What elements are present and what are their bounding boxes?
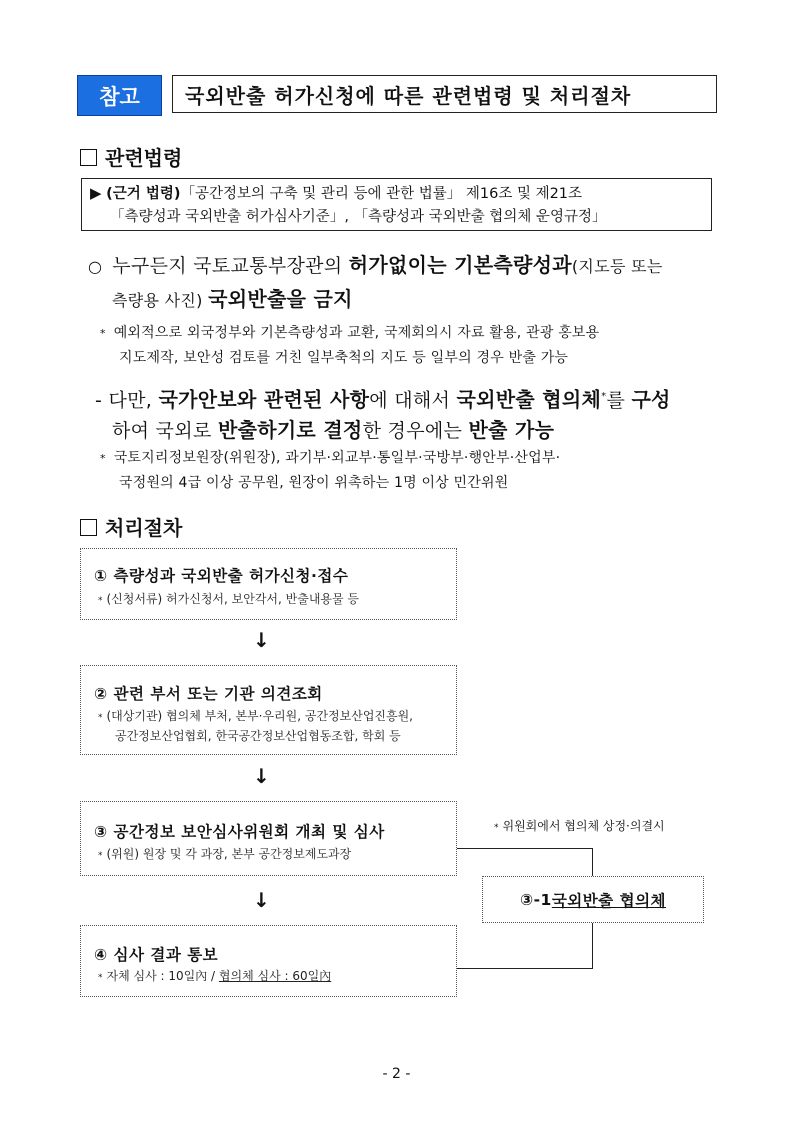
main-bullet-text-d: 측량용 사진)	[112, 291, 209, 310]
main-bullet	[88, 248, 728, 284]
step-2-note	[98, 706, 413, 728]
legal-basis-box	[81, 178, 712, 231]
legal-basis-line-1	[90, 182, 705, 206]
step-3-1-box	[482, 876, 704, 923]
law-section-heading	[80, 142, 182, 171]
step-4-title: ④ 심사 결과 통보	[94, 946, 219, 964]
main-bullet-text-a: 누구든지 국토교통부장관의	[112, 255, 349, 277]
asterisk-icon: *	[98, 851, 103, 861]
step-2-box	[80, 665, 457, 755]
step-3-title: ③ 공간정보 보안심사위원회 개최 및 심사	[94, 823, 385, 841]
triangle-bullet-icon: ▶	[90, 184, 102, 202]
step-1-note-text: (신청서류) 허가신청서, 보안각서, 반출내용물 등	[106, 592, 359, 606]
proviso-text-f: 구성	[631, 387, 671, 412]
legal-basis-label: (근거 법령)	[106, 186, 181, 202]
step-4-box	[80, 925, 457, 997]
down-arrow-icon: ↓	[253, 888, 270, 912]
exception-note	[100, 321, 599, 346]
proviso2-text-a: 하여 국외로	[112, 420, 218, 442]
page-title-text: 국외반출 허가신청에 따른 관련법령 및 처리절차	[185, 83, 632, 108]
connector-line	[592, 848, 593, 876]
proviso-text-d: 국외반출 협의체	[456, 387, 602, 412]
proviso-asterisk: *	[601, 391, 607, 402]
step-3-box	[80, 801, 457, 876]
asterisk-icon: *	[100, 327, 106, 340]
connector-line	[592, 923, 593, 968]
proviso-text-b: 국가안보와 관련된 사항	[158, 387, 370, 412]
proviso-line-2	[112, 413, 554, 448]
committee-note-line-2: 국정원의 4급 이상 공무원, 원장이 위촉하는 1명 이상 민간위원	[119, 475, 509, 491]
step-3-note-text: (위원) 원장 및 각 과장, 본부 공간정보제도과장	[106, 847, 352, 861]
reference-tag-label: 참고	[99, 84, 140, 109]
step-2-note-line-2: 공간정보산업협회, 한국공간정보산업협동조합, 학회 등	[115, 729, 401, 743]
asterisk-icon: *	[494, 823, 499, 833]
step-3-1-title: 국외반출 협의체	[551, 891, 667, 910]
law-section-heading-text: 관련법령	[105, 146, 183, 170]
proviso2-text-d: 반출 가능	[468, 418, 555, 442]
step-4-note-text-a: 자체 심사 : 10일內 /	[106, 969, 219, 983]
committee-referral-note-text: 위원회에서 협의체 상정·의결시	[502, 819, 665, 833]
square-bullet-icon	[80, 519, 97, 536]
square-bullet-icon	[80, 149, 97, 166]
procedure-section-heading-text: 처리절차	[105, 516, 183, 540]
step-1-title: ① 측량성과 국외반출 허가신청·접수	[94, 567, 349, 585]
asterisk-icon: *	[98, 713, 103, 723]
asterisk-icon: *	[98, 596, 103, 606]
committee-referral-note	[494, 817, 665, 834]
down-arrow-icon: ↓	[253, 628, 270, 652]
asterisk-icon: *	[98, 973, 103, 983]
asterisk-icon: *	[100, 452, 106, 465]
proviso2-text-c: 한 경우에는	[362, 420, 469, 442]
proviso-text-c: 에 대해서	[369, 389, 457, 412]
step-3-1-number: ③-1	[519, 890, 552, 909]
main-bullet-text-c: (지도등 또는	[571, 257, 663, 276]
main-bullet-text-e: 국외반출을 금지	[208, 287, 353, 311]
down-arrow-icon: ↓	[253, 764, 270, 788]
committee-note-line-1: 국토지리정보원장(위원장), 과기부·외교부·통일부·국방부·행안부·산업부·	[113, 450, 561, 466]
step-1-box	[80, 548, 457, 620]
connector-line	[457, 848, 593, 849]
proviso-text-e: 를	[606, 389, 632, 412]
step-2-title: ② 관련 부서 또는 기관 의견조회	[94, 685, 323, 703]
step-1-note	[98, 589, 359, 611]
step-2-note-line-1: (대상기관) 협의체 부처, 본부·우리원, 공간정보산업진흥원,	[106, 709, 413, 723]
reference-tag	[77, 75, 162, 116]
circle-bullet-icon: ○	[88, 257, 103, 276]
committee-note	[100, 446, 560, 471]
page-number: - 2 -	[382, 1066, 411, 1082]
step-4-note-text-b: 협의체 심사 : 60일內	[218, 969, 332, 983]
connector-line	[457, 968, 593, 969]
page-title	[172, 75, 717, 113]
proviso2-text-b: 반출하기로 결정	[217, 418, 363, 442]
legal-basis-text-2: 「측량성과 국외반출 허가심사기준」, 「측량성과 국외반출 협의체 운영규정」	[110, 209, 607, 225]
procedure-section-heading	[80, 512, 182, 541]
exception-note-line-1: 예외적으로 외국정부와 기본측량성과 교환, 국제회의시 자료 활용, 관광 홍보용	[113, 325, 600, 341]
step-4-note	[98, 966, 331, 988]
proviso-text-a: - 다만,	[95, 389, 159, 412]
exception-note-line-2: 지도제작, 보안성 검토를 거친 일부축척의 지도 등 일부의 경우 반출 가능	[119, 350, 569, 366]
proviso-line-1	[95, 380, 671, 417]
legal-basis-text-1: 「공간정보의 구축 및 관리 등에 관한 법률」 제16조 및 제21조	[180, 186, 583, 202]
main-bullet-line-2	[112, 282, 353, 318]
step-3-note	[98, 844, 351, 866]
main-bullet-text-b: 허가없이는 기본측량성과	[348, 253, 572, 277]
